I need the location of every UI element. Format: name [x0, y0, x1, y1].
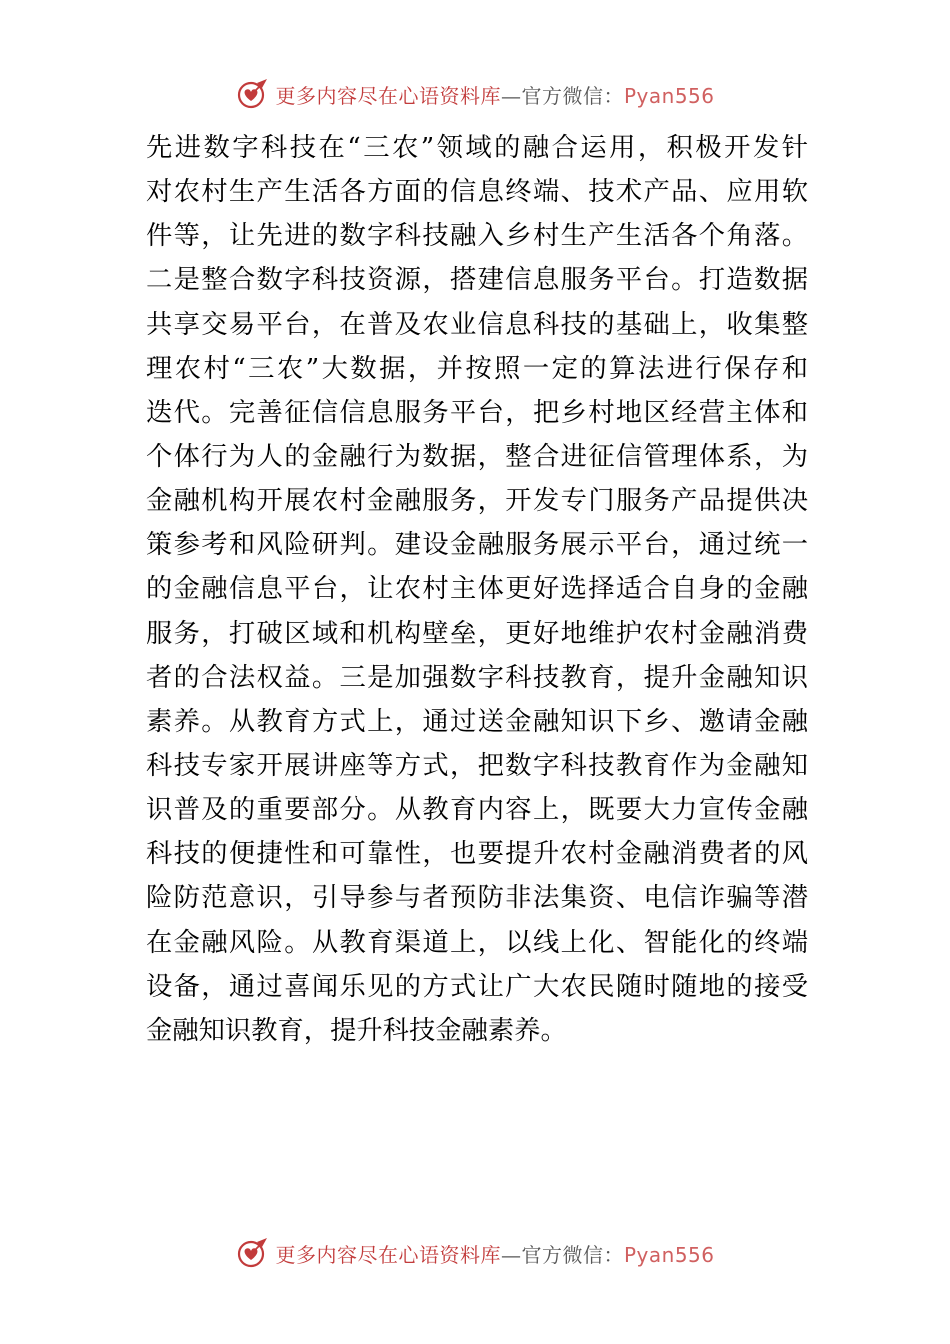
banner-dash: — — [500, 1242, 522, 1267]
banner-prefix: 更多内容尽在心语资料库 — [275, 83, 501, 108]
text-line: 二是整合数字科技资源，搭建信息服务平台。打造数据 — [146, 265, 808, 296]
text-line: 理农村“三农”大数据，并按照一定的算法进行保存和 — [146, 353, 808, 384]
text-line: 科技专家开展讲座等方式，把数字科技教育作为金融知 — [146, 750, 808, 781]
text-line: 素养。从教育方式上，通过送金融知识下乡、邀请金融 — [146, 706, 808, 737]
document-body — [146, 126, 808, 1053]
banner-wechat-id: Pyan556 — [623, 83, 715, 108]
header-watermark-text — [275, 80, 714, 109]
text-line: 在金融风险。从教育渠道上，以线上化、智能化的终端 — [146, 927, 808, 958]
banner-prefix: 更多内容尽在心语资料库 — [275, 1242, 501, 1267]
text-line: 策参考和风险研判。建设金融服务展示平台，通过统一 — [146, 530, 808, 561]
banner-wechat-label: 官方微信： — [521, 1242, 624, 1267]
text-line: 设备，通过喜闻乐见的方式让广大农民随时随地的接受 — [146, 971, 808, 1002]
banner-wechat-id: Pyan556 — [623, 1242, 715, 1267]
text-line: 服务，打破区域和机构壁垒，更好地维护农村金融消费 — [146, 618, 808, 649]
heart-pen-logo-icon — [235, 1235, 271, 1271]
text-line: 迭代。完善征信信息服务平台，把乡村地区经营主体和 — [146, 397, 808, 428]
text-line: 先进数字科技在“三农”领域的融合运用，积极开发针 — [146, 133, 808, 163]
text-line: 识普及的重要部分。从教育内容上，既要大力宣传金融 — [146, 795, 808, 826]
text-line: 者的合法权益。三是加强数字科技教育，提升金融知识 — [146, 662, 808, 693]
footer-watermark-text — [275, 1239, 714, 1268]
heart-pen-logo-icon — [235, 76, 271, 112]
text-line: 件等，让先进的数字科技融入乡村生产生活各个角落。 — [146, 221, 808, 252]
header-watermark-banner — [0, 74, 950, 114]
text-line: 共享交易平台，在普及农业信息科技的基础上，收集整 — [146, 309, 808, 340]
text-line: 金融机构开展农村金融服务，开发专门服务产品提供决 — [146, 486, 808, 517]
text-line: 对农村生产生活各方面的信息终端、技术产品、应用软 — [146, 177, 808, 208]
text-line-last: 金融知识教育，提升科技金融素养。 — [146, 1015, 567, 1046]
text-line: 险防范意识，引导参与者预防非法集资、电信诈骗等潜 — [146, 883, 808, 914]
banner-dash: — — [500, 83, 522, 108]
text-line: 的金融信息平台，让农村主体更好选择适合自身的金融 — [146, 574, 808, 605]
text-line: 个体行为人的金融行为数据，整合进征信管理体系，为 — [146, 441, 808, 472]
footer-watermark-banner — [0, 1233, 950, 1273]
banner-wechat-label: 官方微信： — [521, 83, 624, 108]
text-line: 科技的便捷性和可靠性，也要提升农村金融消费者的风 — [146, 839, 808, 870]
